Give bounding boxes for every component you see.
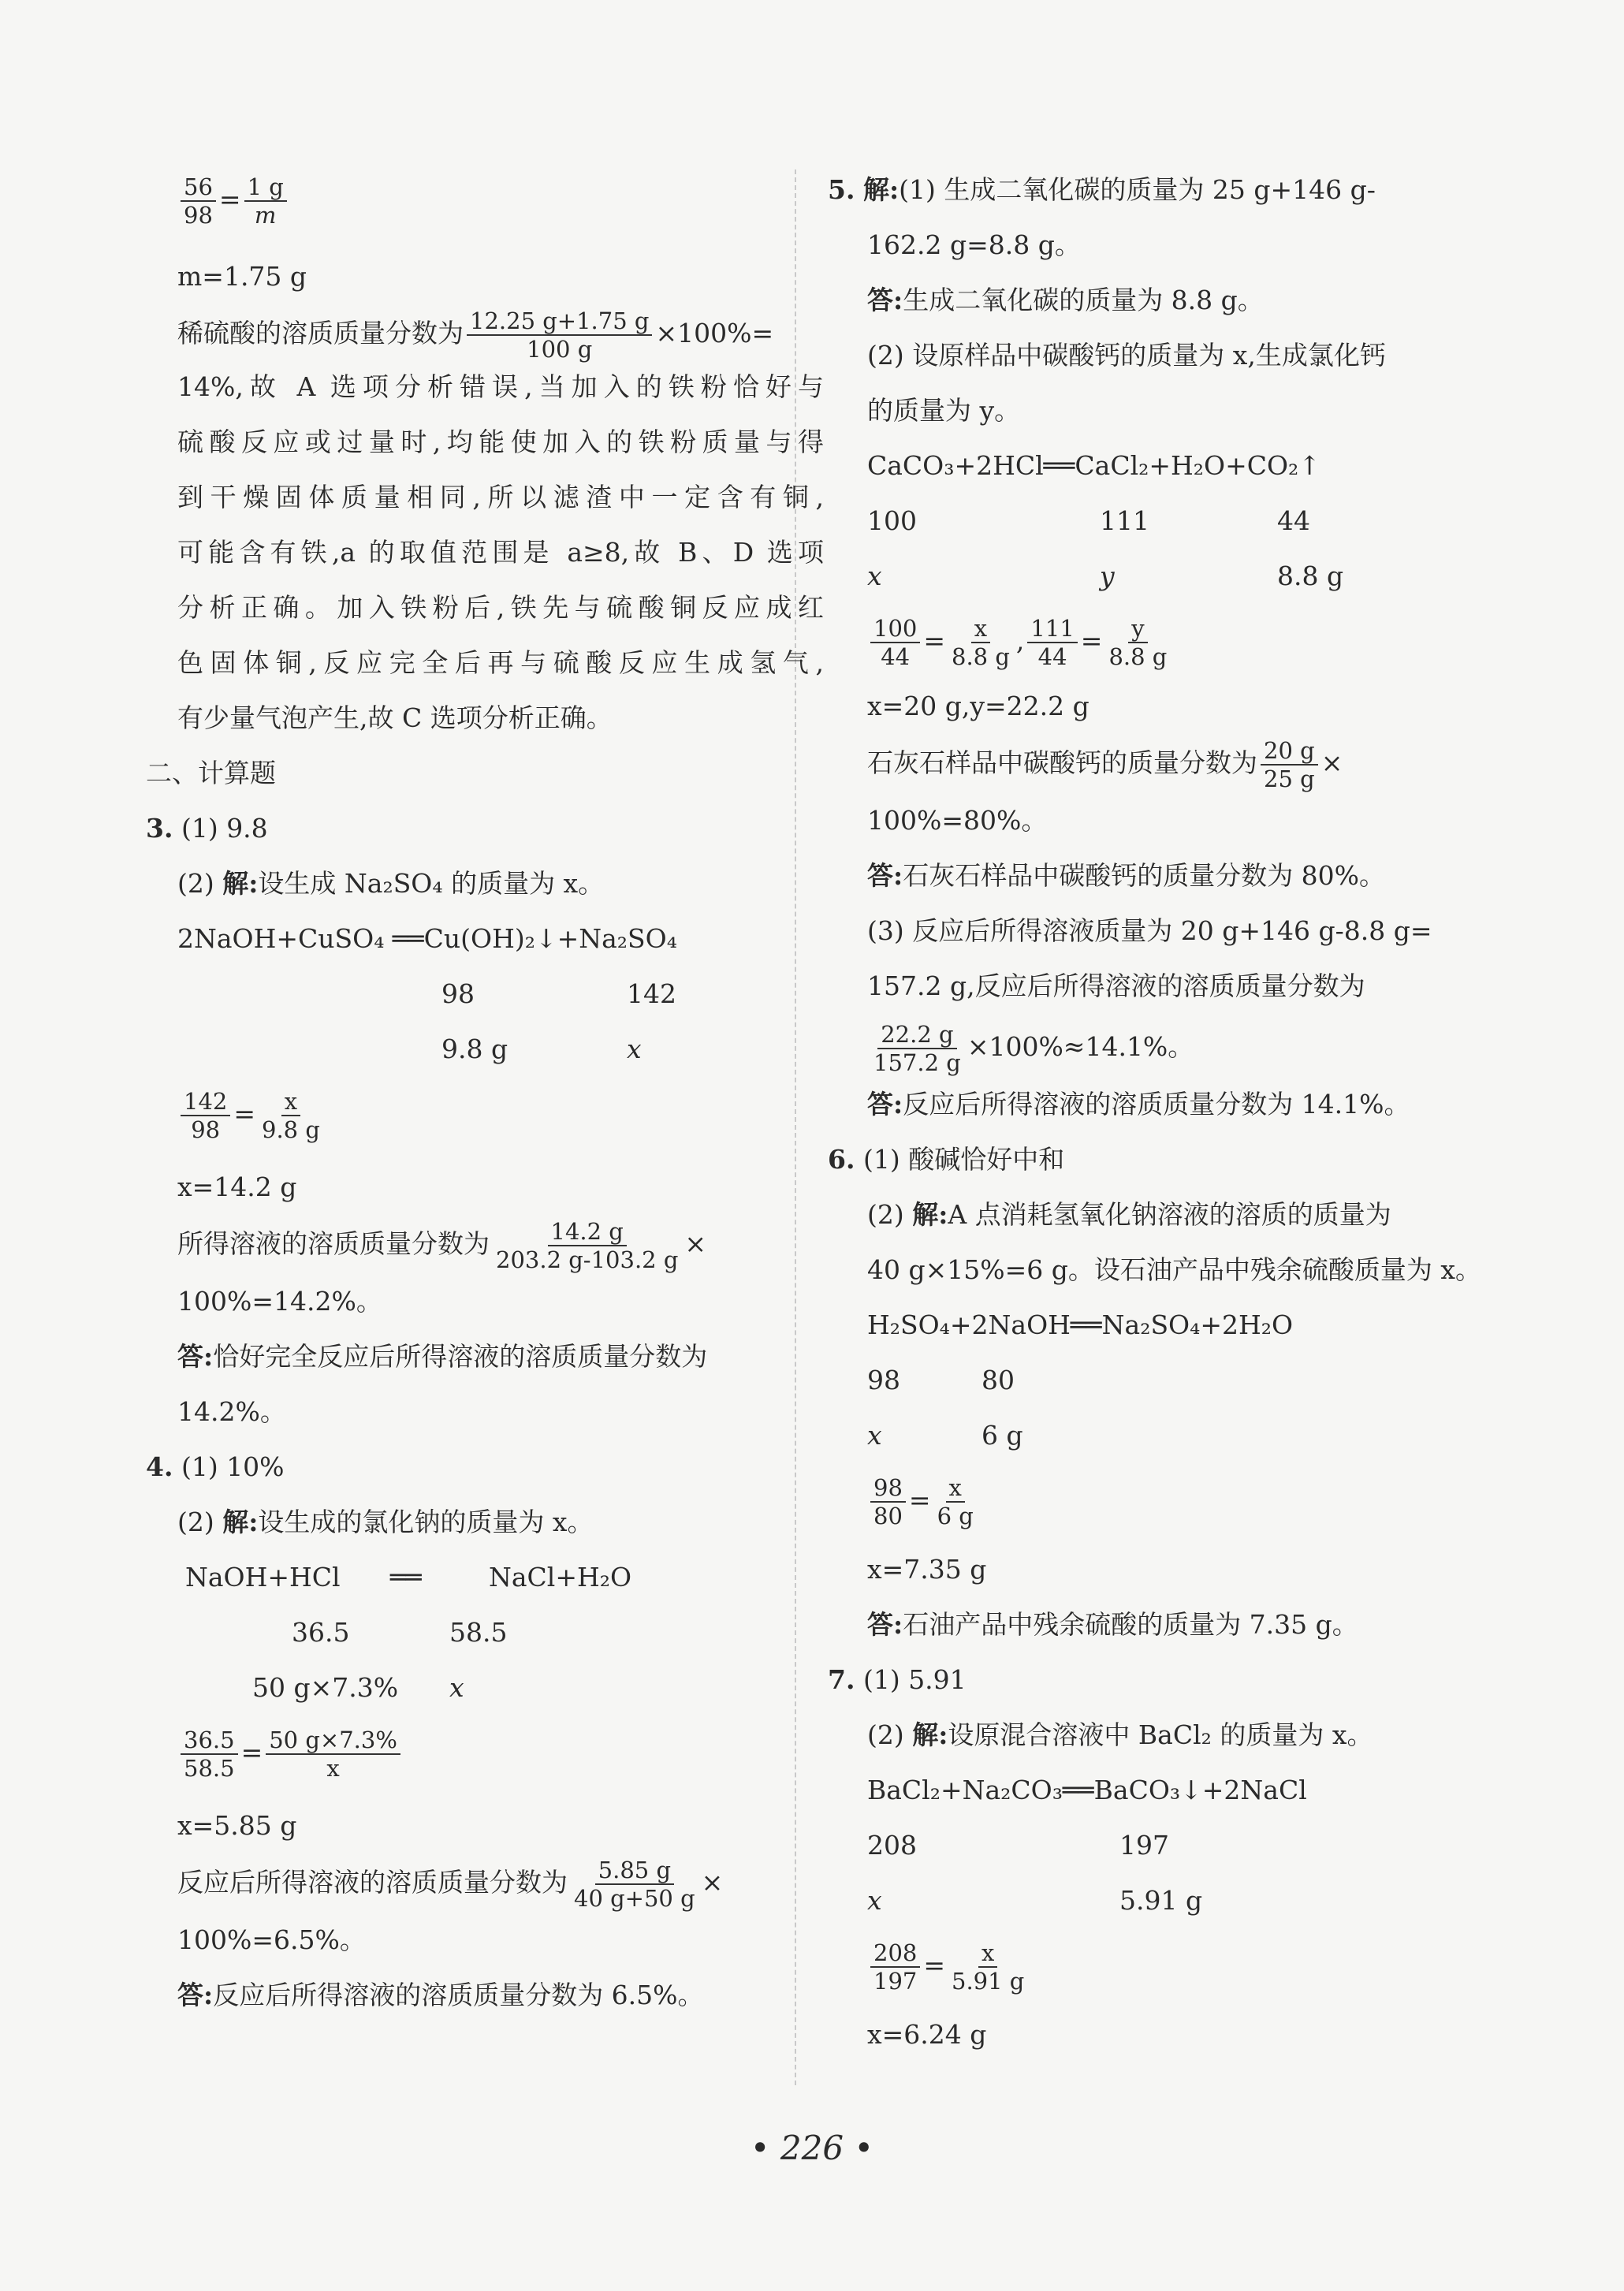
q5-answer2: 答:石灰石样品中碳酸钙的质量分数为 80%。 (867, 860, 1386, 891)
q3-row1-a: 98 (441, 978, 475, 1009)
paragraph-line: 有少量气泡产生,故 C 选项分析正确。 (177, 702, 613, 733)
q3-row2-b: x (627, 1034, 642, 1064)
paragraph-line: 分析正确。加入铁粉后,铁先与硫酸铜反应成红 (177, 592, 824, 623)
q4-row2-b: x (449, 1672, 464, 1703)
paragraph-line: 可能含有铁,a 的取值范围是 a≥8,故 B、D 选项 (177, 537, 824, 568)
q6-row2-a: x (867, 1420, 882, 1451)
q3-part2: (2) 解:设生成 Na₂SO₄ 的质量为 x。 (177, 868, 605, 899)
q4-eq-left: NaOH+HCl (185, 1562, 341, 1593)
fraction: $\frac{56}{98}$ (181, 173, 216, 229)
q6-x: x=7.35 g (867, 1554, 987, 1585)
q3-x: x=14.2 g (177, 1172, 297, 1202)
q5-answer1: 答:生成二氧化碳的质量为 8.8 g。 (867, 285, 1264, 315)
q4-result: 100%=6.5%。 (177, 1924, 366, 1955)
q5-line: (2) 设原样品中碳酸钙的质量为 x,生成氯化钙 (867, 340, 1386, 371)
q5-line: 157.2 g,反应后所得溶液的溶质质量分数为 (867, 970, 1365, 1001)
q4-eq-mid: ══ (390, 1562, 422, 1593)
q7-equation: BaCl₂+Na₂CO₃══BaCO₃↓+2NaCl (867, 1775, 1307, 1805)
q5-result: 100%=80%。 (867, 805, 1048, 836)
q3-fraction: $\frac{142}{98}$ = $\frac{x}{9.8 g}$ (177, 1088, 824, 1143)
q5-percent: 石灰石样品中碳酸钙的质量分数为 $\frac{20 g}{25 g}$ × (867, 737, 1343, 792)
q3-row2-a: 9.8 g (441, 1034, 508, 1064)
paragraph-line: 14%,故 A 选项分析错误,当加入的铁粉恰好与 (177, 371, 824, 402)
q6-line: 40 g×15%=6 g。设石油产品中残余硫酸质量为 x。 (867, 1254, 1481, 1285)
q6-row1-b: 80 (981, 1365, 1015, 1395)
q5-answer3: 答:反应后所得溶液的溶质质量分数为 14.1%。 (867, 1089, 1410, 1119)
equation-line: m=1.75 g (177, 261, 307, 292)
q3-equation: 2NaOH+CuSO₄ ══Cu(OH)₂↓+Na₂SO₄ (177, 923, 677, 954)
q4-answer: 答:反应后所得溶液的溶质质量分数为 6.5%。 (177, 1980, 704, 2010)
q7-row2-b: 5.91 g (1119, 1885, 1203, 1916)
fraction-line: $\frac{56}{98}$ = $\frac{1 g}{m}$ (177, 173, 824, 229)
q3-answer-2: 14.2%。 (177, 1396, 286, 1427)
paragraph-line: 到干燥固体质量相同,所以滤渣中一定含有铜, (177, 482, 824, 512)
q4-row1-b: 58.5 (449, 1617, 508, 1648)
q5-line: (3) 反应后所得溶液质量为 20 g+146 g-8.8 g= (867, 915, 1432, 946)
q5-percent3: $\frac{22.2 g}{157.2 g}$ ×100%≈14.1%。 (873, 1021, 1194, 1076)
question-3: 3. (1) 9.8 (146, 813, 268, 844)
q3-row1-b: 142 (627, 978, 676, 1009)
q7-row2-a: x (867, 1885, 882, 1916)
paragraph-line: 色固体铜,反应完全后再与硫酸反应生成氢气, (177, 647, 824, 678)
fraction: $\frac{1 g}{m}$ (244, 173, 287, 229)
q5-row1-b: 111 (1100, 505, 1149, 536)
q4-x: x=5.85 g (177, 1810, 297, 1841)
paragraph-line: 硫酸反应或过量时,均能使加入的铁粉质量与得 (177, 427, 824, 457)
q7-x: x=6.24 g (867, 2019, 987, 2050)
q5-row1-c: 44 (1277, 505, 1310, 536)
page-number: • 226 • (750, 2129, 874, 2167)
q5-xy: x=20 g,y=22.2 g (867, 691, 1089, 721)
q5-row2-b: y (1100, 561, 1115, 591)
q5-row1-a: 100 (867, 505, 917, 536)
q6-row1-a: 98 (867, 1365, 900, 1395)
q4-percent: 反应后所得溶液的溶质质量分数为 $\frac{5.85 g}{40 g+50 g}$ × (177, 1857, 724, 1912)
q6-fraction: $\frac{98}{80}$ = $\frac{x}{6 g}$ (867, 1474, 1474, 1529)
q6-answer: 答:石油产品中残余硫酸的质量为 7.35 g。 (867, 1609, 1358, 1640)
q6-row2-b: 6 g (981, 1420, 1023, 1451)
q4-row1-a: 36.5 (292, 1617, 350, 1648)
q7-fraction: $\frac{208}{197}$ = $\frac{x}{5.91 g}$ (867, 1939, 1474, 1995)
q5-equation: CaCO₃+2HCl══CaCl₂+H₂O+CO₂↑ (867, 450, 1320, 481)
question-6: 6. (1) 酸碱恰好中和 (828, 1144, 1065, 1175)
q4-eq-right: NaCl+H₂O (489, 1562, 632, 1593)
q4-part2: (2) 解:设生成的氯化钠的质量为 x。 (177, 1507, 594, 1537)
q5-line: 162.2 g=8.8 g。 (867, 229, 1081, 260)
q3-result: 100%=14.2%。 (177, 1286, 382, 1317)
q5-row2-a: x (867, 561, 882, 591)
section-heading: 二、计算题 (146, 758, 276, 788)
q3-answer: 答:恰好完全反应后所得溶液的溶质质量分数为 (177, 1341, 708, 1372)
question-7: 7. (1) 5.91 (828, 1664, 967, 1695)
q5-line: 的质量为 y。 (867, 395, 1021, 426)
q6-equation: H₂SO₄+2NaOH══Na₂SO₄+2H₂O (867, 1309, 1294, 1340)
q6-part2: (2) 解:A 点消耗氢氧化钠溶液的溶质的质量为 (867, 1199, 1391, 1230)
q5-fractions: $\frac{100}{44}$ = $\frac{x}{8.8 g}$ , $\frac{111}{44}$ = $\frac{y}{8.8 g}$ (867, 615, 1474, 670)
q7-row1-a: 208 (867, 1830, 917, 1861)
question-4: 4. (1) 10% (146, 1451, 285, 1482)
q4-row2-a: 50 g×7.3% (252, 1672, 399, 1703)
q4-fraction: $\frac{36.5}{58.5}$ = $\frac{50 g\times 7.3\%}{x}$ (177, 1727, 824, 1782)
question-5: 5. 解:(1) 生成二氧化碳的质量为 25 g+146 g- (828, 174, 1376, 205)
q3-percent: 所得溶液的溶质质量分数为 $\frac{14.2 g}{203.2 g-103.2 g}$ × (177, 1218, 707, 1273)
q7-part2: (2) 解:设原混合溶液中 BaCl₂ 的质量为 x。 (867, 1719, 1373, 1750)
q7-row1-b: 197 (1119, 1830, 1169, 1861)
q5-row2-c: 8.8 g (1277, 561, 1344, 591)
percent-line: 稀硫酸的溶质质量分数为 $\frac{12.25 g+1.75 g}{100 g}$ ×100%= (177, 307, 774, 363)
